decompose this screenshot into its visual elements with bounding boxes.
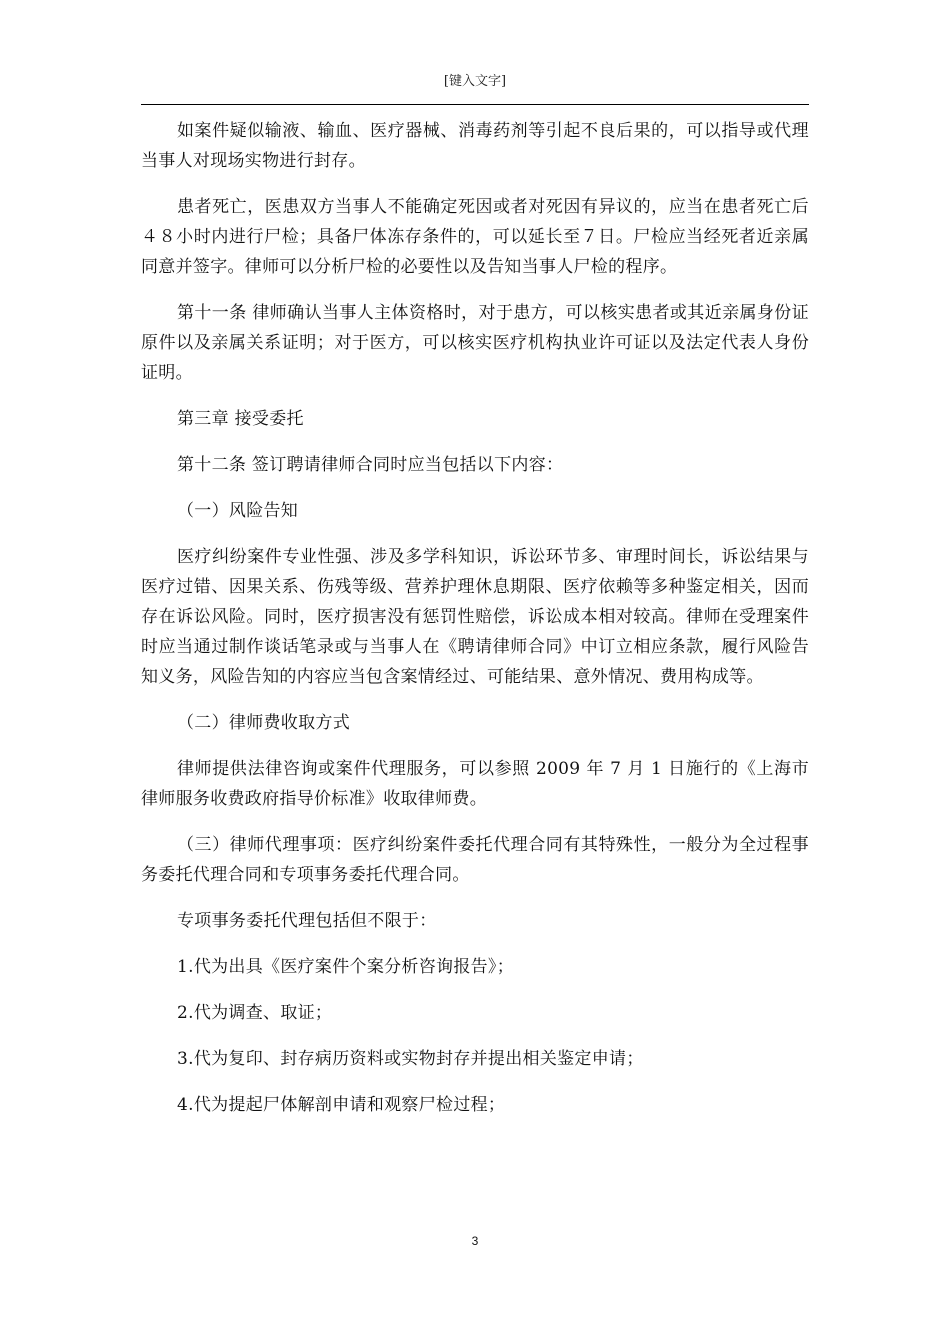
- paragraph-fee-method: 律师提供法律咨询或案件代理服务，可以参照 2009 年 7 月 1 日施行的《上海市律师服务收费政府指导价标准》收取律师费。: [141, 759, 809, 809]
- paragraph-article-12: 第十二条 签订聘请律师合同时应当包括以下内容：: [177, 455, 564, 475]
- paragraph-specimen-sealing: 如案件疑似输液、输血、医疗器械、消毒药剂等引起不良后果的，可以指导或代理当事人对现场实物进行封存。: [141, 121, 809, 171]
- subheading-risk-notice: （一）风险告知: [177, 501, 299, 521]
- chapter-3-heading: 第三章 接受委托: [177, 409, 304, 429]
- list-item-3: 3.代为复印、封存病历资料或实物封存并提出相关鉴定申请；: [177, 1049, 644, 1069]
- subheading-fee-method: （二）律师费收取方式: [177, 713, 350, 733]
- list-item-2: 2.代为调查、取证；: [177, 1003, 333, 1023]
- list-item-1: 1.代为出具《医疗案件个案分析咨询报告》；: [177, 957, 515, 977]
- paragraph-article-11: 第十一条 律师确认当事人主体资格时，对于患方，可以核实患者或其近亲属身份证原件以及亲属关系证明；对于医方，可以核实医疗机构执业许可证以及法定代表人身份证明。: [141, 303, 809, 383]
- document-body: [141, 116, 809, 1136]
- header-divider: [141, 104, 809, 105]
- list-item-4: 4.代为提起尸体解剖申请和观察尸检过程；: [177, 1095, 506, 1115]
- paragraph-risk-notice: 医疗纠纷案件专业性强、涉及多学科知识，诉讼环节多、审理时间长，诉讼结果与医疗过错、因果关系、伤残等级、营养护理休息期限、医疗依赖等多种鉴定相关，因而存在诉讼风险。同时，医疗损害没有惩罚性赔偿，诉讼成本相对较高。律师在受理案件时应当通过制作谈话笔录或与当事人在《聘请律师合同》中订立相应条款，履行风险告知义务，风险告知的内容应当包含案情经过、可能结果、意外情况、费用构成等。: [141, 547, 809, 687]
- page-header: [键入文字]: [443, 74, 507, 89]
- paragraph-autopsy: 患者死亡，医患双方当事人不能确定死因或者对死因有异议的，应当在患者死亡后４８小时内进行尸检；具备尸体冻存条件的，可以延长至７日。尸检应当经死者近亲属同意并签字。律师可以分析尸检的必要性以及告知当事人尸检的程序。: [141, 197, 809, 277]
- paragraph-agency-matters: （三）律师代理事项：医疗纠纷案件委托代理合同有其特殊性，一般分为全过程事务委托代理合同和专项事务委托代理合同。: [141, 835, 809, 885]
- page-number: 3: [471, 1234, 479, 1248]
- paragraph-special-agency-intro: 专项事务委托代理包括但不限于：: [177, 911, 437, 931]
